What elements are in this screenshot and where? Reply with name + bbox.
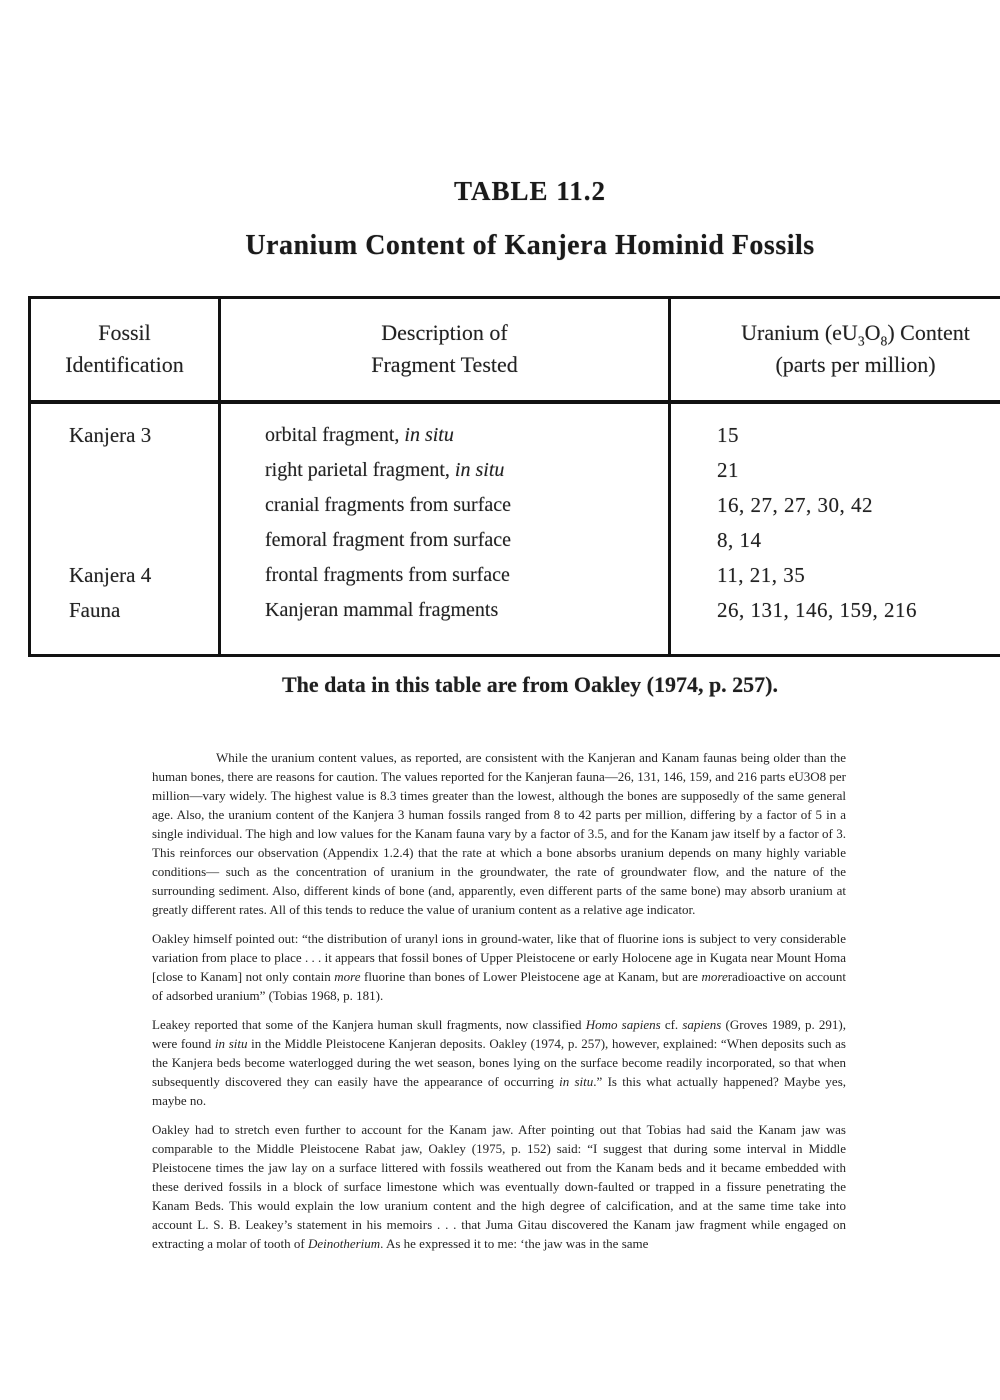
uranium-content-table [28, 296, 1000, 657]
table-caption: The data in this table are from Oakley (1974, p. 257). [281, 672, 779, 697]
table-number-heading: TABLE 11.2 [453, 176, 607, 206]
values-cell: 21 [717, 457, 739, 482]
table-row [30, 488, 1000, 523]
description-cell: orbital fragment, in situ [220, 402, 670, 453]
values-cell: 8, 14 [717, 527, 762, 552]
description-cell: femoral fragment from surface [220, 523, 670, 558]
fossil-id-cell: Kanjera 4 [30, 558, 220, 593]
table-row [30, 523, 1000, 558]
description-cell: Kanjeran mammal fragments [220, 593, 670, 656]
paragraph-kanam-jaw: Oakley had to stretch even further to account for the Kanam jaw. After pointing out that Tobias had said the Kanam jaw was comparable to the Middle Pleistocene Rabat jaw, Oakley (1975, p. 152) said: “I suggest that during some interval in Middle Pleistocene times the jaw lay on a surface littered with fossils weathered out from the Kanam beds and it became embedded with these derived fossils in a block of surface limestone which was eventually down-faulted or trapped in a fissure penetrating the Kanam Beds. This would explain the low uranium content and the high degree of calcification, and at the same time take into account L. S. B. Leakey’s statement in his memoirs . . . that Juma Gitau discovered the Kanam jaw fragment while engaged on extracting a molar of tooth of Deinotherium. As he expressed it to me: ‘the jaw was in the same [152, 1122, 846, 1251]
paragraph-leakey-in-situ: Leakey reported that some of the Kanjera human skull fragments, now classified Homo sapiens cf. sapiens (Groves 1989, p. 291), were found in situ in the Middle Pleistocene Kanjeran deposits. Oakley (1974, p. 257), however, explained: “When deposits such as the Kanjera beds become waterlogged during the wet season, bones lying on the surface become readily incorporated, so that when subsequently discovered they can easily have the appearance of occurring in situ.” Is this what actually happened? Maybe yes, maybe no. [152, 1017, 846, 1108]
table-row [30, 453, 1000, 488]
table-row [30, 402, 1000, 453]
header-uranium-content: Uranium $(eU_3O_8)$ Content (parts per million) [670, 298, 1000, 402]
table-title-heading: Uranium Content of Kanjera Hominid Fossils [245, 230, 815, 261]
fossil-id-cell: Kanjera 3 [30, 402, 220, 453]
paragraph-oakley-quote: Oakley himself pointed out: “the distribution of uranyl ions in ground-water, like that of fluorine ions is subject to very considerable variation from place to place . . . it appears that fossil bones of Upper Pleistocene or early Holocene age in Kugata near Mount Homa [close to Kanam] not only contain more fluorine than bones of Lower Pleistocene age at Kanam, but are moreradioactive on account of adsorbed uranium” (Tobias 1968, p. 181). [152, 931, 846, 1003]
table-row [30, 558, 1000, 593]
paragraph-uranium-caution: While the uranium content values, as reported, are consistent with the Kanjeran and Kanam faunas being older than the human bones, there are reasons for caution. The values reported for the Kanjeran fauna—26, 131, 146, 159, and 216 parts eU3O8 per million—vary widely. The highest value is 8.3 times greater than the lowest, although the bones are supposedly of the same general age. Also, the uranium content of the Kanjera 3 human fossils ranged from 8 to 42 parts per million, differing by a factor of 5 in a single individual. The high and low values for the Kanam fauna vary by a factor of 3.5, and for the Kanam jaw itself by a factor of 3. This reinforces our observation (Appendix 1.2.4) that the rate at which a bone absorbs uranium depends on many highly variable conditions— such as the concentration of uranium in the groundwater, the rate of groundwater flow, and the nature of the surrounding sediment. Also, different kinds of bone (and, apparently, even different parts of the same bone) may absorb uranium at greatly different rates. All of this tends to reduce the value of uranium content as a relative age indicator. [152, 750, 846, 917]
fossil-id-cell [30, 488, 220, 523]
values-cell: 15 [717, 422, 739, 447]
description-cell: cranial fragments from surface [220, 488, 670, 523]
fossil-id-cell: Fauna [30, 593, 220, 656]
body-text [152, 748, 846, 1263]
values-cell: 26, 131, 146, 159, 216 [717, 597, 917, 622]
description-cell: frontal fragments from surface [220, 558, 670, 593]
fossil-id-cell [30, 453, 220, 488]
values-cell: 16, 27, 27, 30, 42 [717, 492, 873, 517]
fossil-id-cell [30, 523, 220, 558]
table-header-row [30, 298, 1000, 402]
table-row [30, 593, 1000, 656]
description-cell: right parietal fragment, in situ [220, 453, 670, 488]
values-cell: 11, 21, 35 [717, 562, 806, 587]
header-description: Description of Fragment Tested [220, 298, 670, 402]
header-fossil-identification: Fossil Identification [30, 298, 220, 402]
